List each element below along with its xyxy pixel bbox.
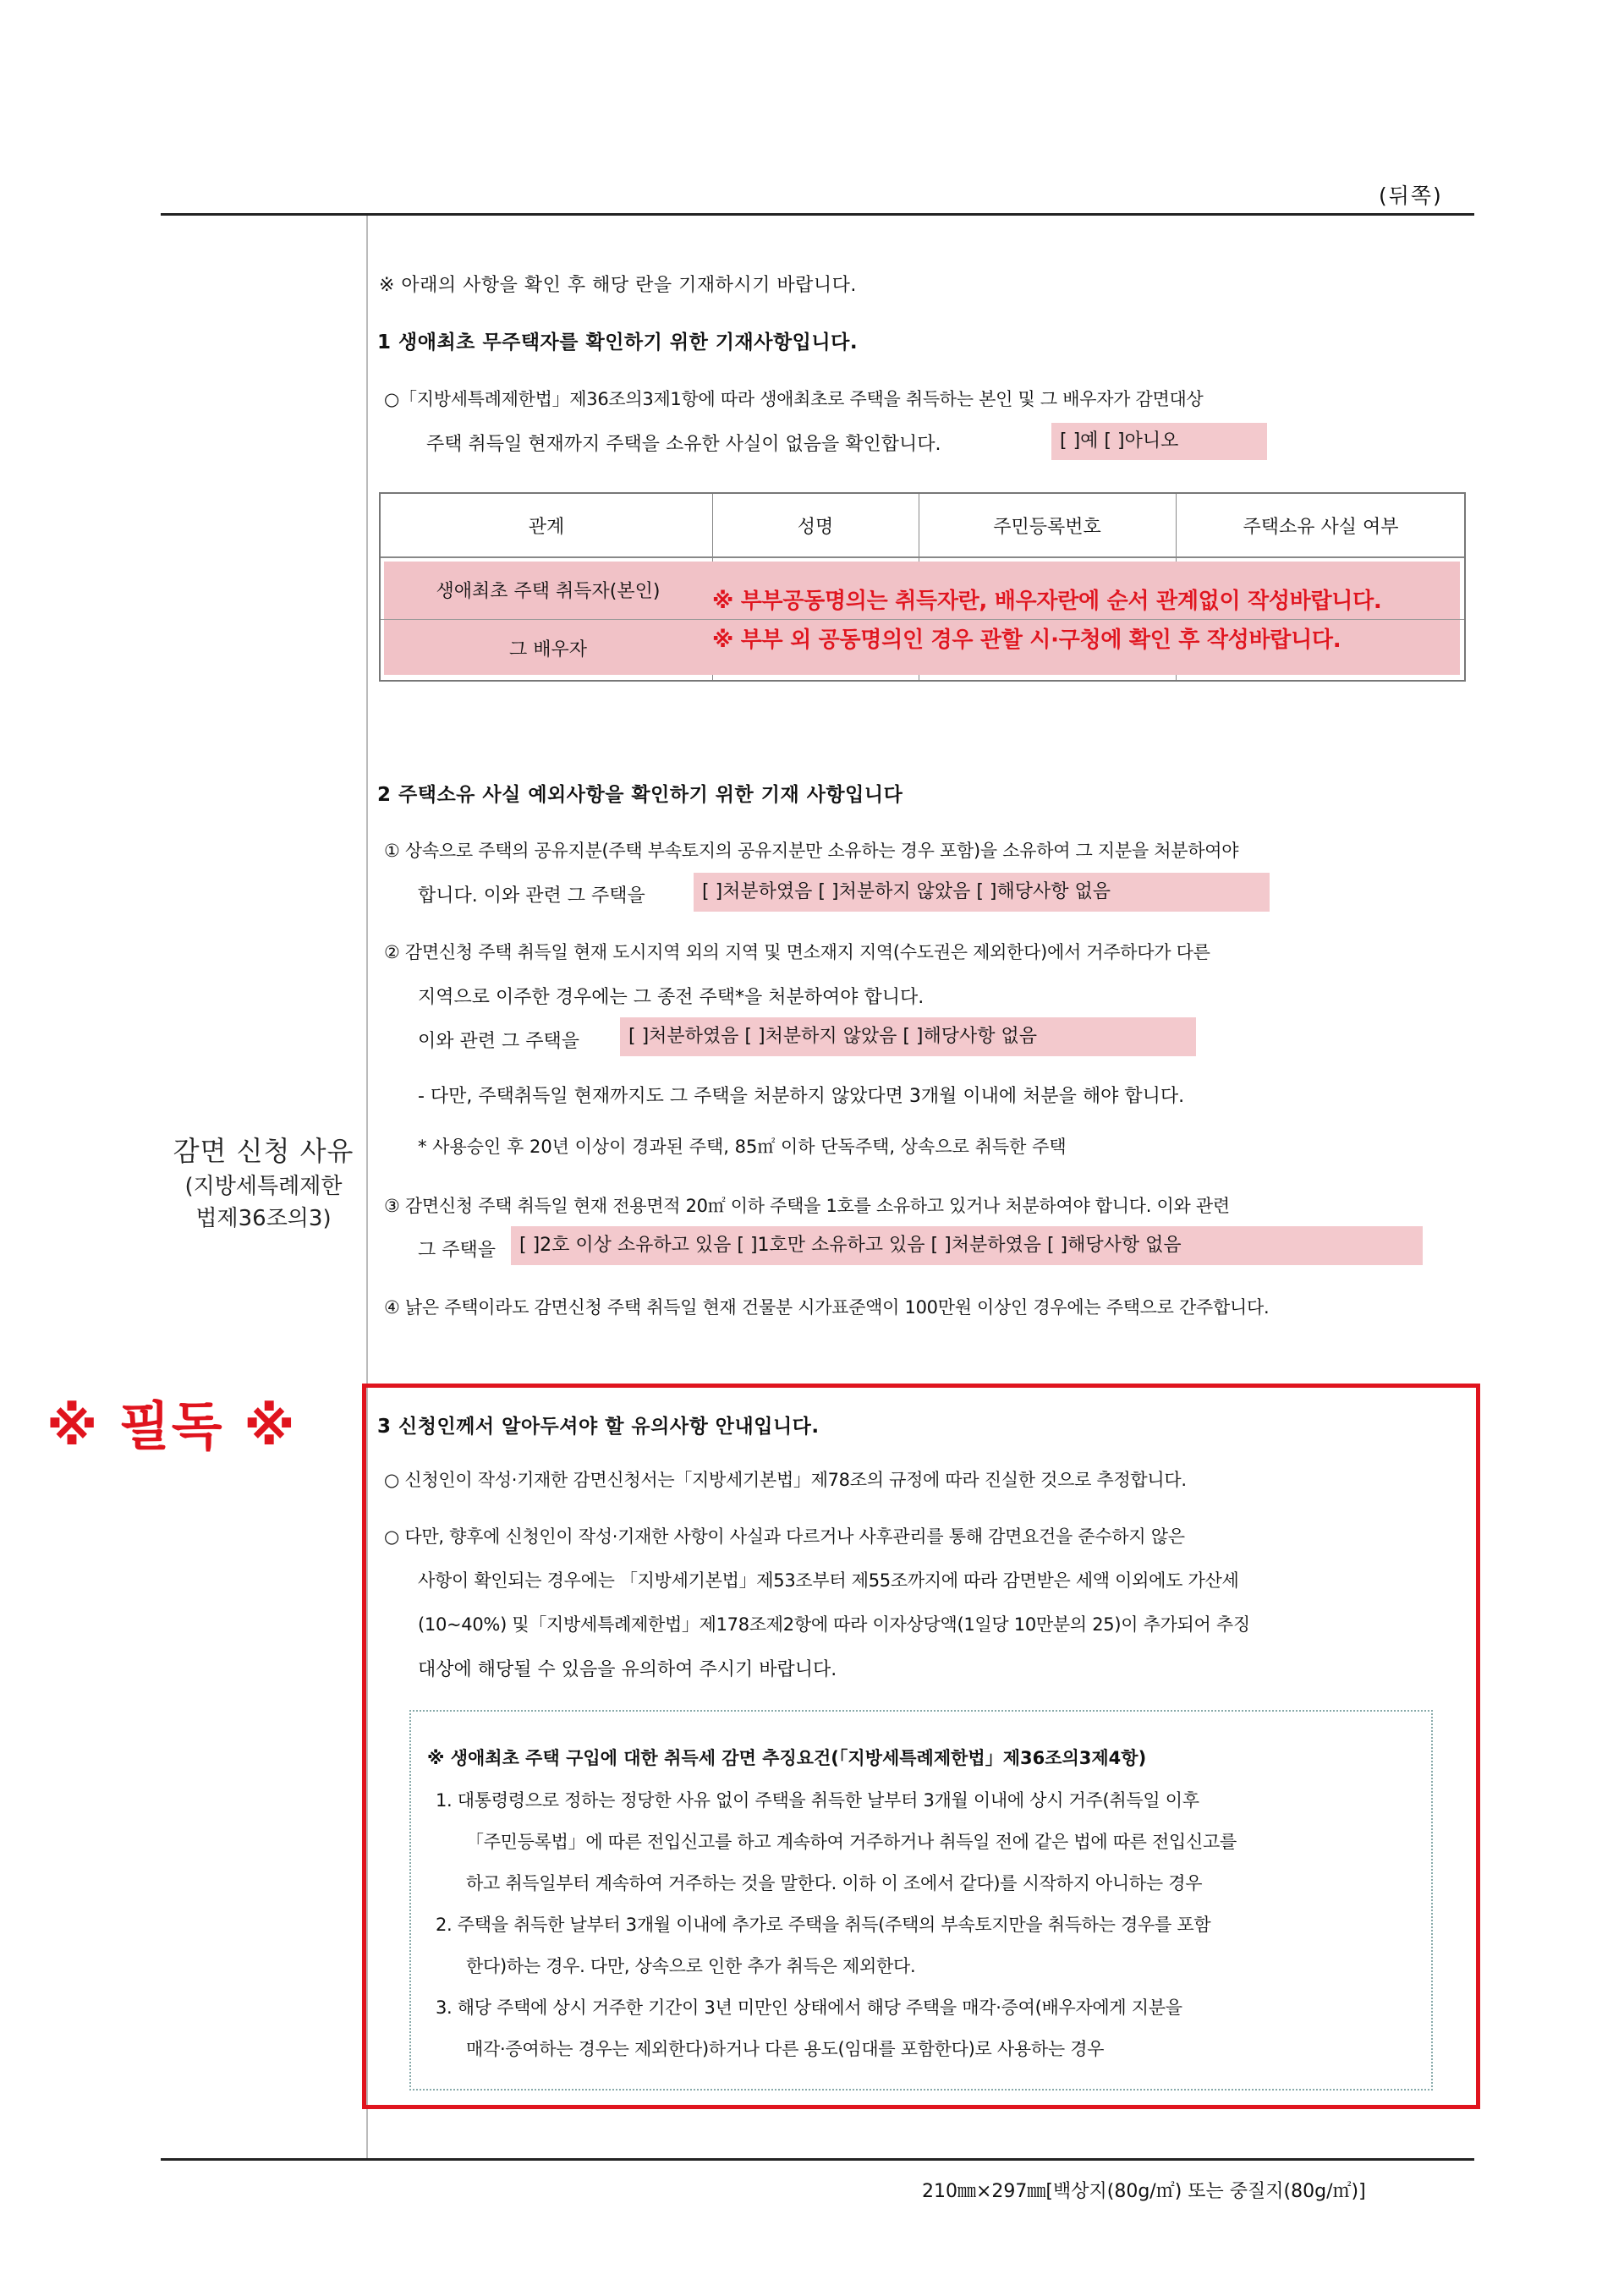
header-house-ownership: 주택소유 사실 여부 — [1243, 516, 1399, 538]
section1-line2: 주택 취득일 현재까지 주택을 소유한 사실이 없음을 확인합니다. — [426, 434, 941, 455]
joint-ownership-note: ※ 부부공동명의는 취득자란, 배우자란에 순서 관계없이 작성바랍니다. — [712, 589, 1382, 614]
recapture-item1-line1: 1. 대통령령으로 정하는 정당한 사유 없이 주택을 취득한 날부터 3개월 이내에 상시 거주(취득일 이후 — [436, 1790, 1199, 1811]
relationship-table — [379, 492, 1466, 682]
section1-line1: ○「지방세특례제한법」제36조의3제1항에 따라 생애최초로 주택을 취득하는 본인 및 그 배우자가 감면대상 — [384, 389, 1204, 409]
item1-line2: 합니다. 이와 관련 그 주택을 — [418, 885, 645, 907]
section1-heading: 1 생애최초 무주택자를 확인하기 위한 기재사항입니다. — [377, 332, 859, 353]
must-read-label: ※ 필독 ※ — [47, 1395, 297, 1457]
header-resident-number: 주민등록번호 — [993, 516, 1101, 538]
recapture-item1-line2: 「주민등록법」에 따른 전입신고를 하고 계속하여 거주하거나 취득일 전에 같은 법에 따른 전입신고를 — [466, 1832, 1237, 1852]
recapture-item2-line1: 2. 주택을 취득한 날부터 3개월 이내에 추가로 주택을 취득(주택의 부속토지만을 취득하는 경우를 포함 — [436, 1915, 1211, 1935]
recapture-item3-line1: 3. 해당 주택에 상시 거주한 기간이 3년 미만인 상태에서 해당 주택을 매각·증여(배우자에게 지분을 — [436, 1997, 1182, 2018]
bottom-rule — [161, 2158, 1474, 2161]
recapture-item1-line3: 하고 취득일부터 계속하여 거주하는 것을 말한다. 이하 이 조에서 같다)를 시작하지 아니하는 경우 — [466, 1873, 1203, 1893]
reduction-reason-subtitle-1: (지방세특례제한 — [184, 1174, 343, 1199]
paper-spec-footer: 210㎜×297㎜[백상지(80g/㎡) 또는 중질지(80g/㎡)] — [922, 2181, 1366, 2202]
section3-heading: 3 신청인께서 알아두셔야 할 유의사항 안내입니다. — [377, 1416, 820, 1438]
other-joint-ownership-note: ※ 부부 외 공동명의인 경우 관할 시·구청에 확인 후 작성바랍니다. — [712, 627, 1341, 653]
recapture-item3-line2: 매각·증여하는 경우는 제외한다)하거나 다른 용도(임대를 포함한다)로 사용하는 경우 — [466, 2039, 1105, 2059]
item2-star-note: * 사용승인 후 20년 이상이 경과된 주택, 85㎡ 이하 단독주택, 상속으로 취득한 주택 — [418, 1137, 1067, 1157]
reduction-reason-subtitle-2: 법제36조의3) — [195, 1206, 332, 1231]
recapture-item2-line2: 한다)하는 경우. 다만, 상속으로 인한 추가 취득은 제외한다. — [466, 1956, 916, 1976]
section3-paragraph2-line1: ○ 다만, 향후에 신청인이 작성·기재한 사항이 사실과 다르거나 사후관리를 통해 감면요건을 준수하지 않은 — [384, 1526, 1185, 1547]
top-rule — [161, 213, 1474, 216]
section3-paragraph1: ○ 신청인이 작성·기재한 감면신청서는「지방세기본법」제78조의 규정에 따라 진실한 것으로 추정합니다. — [384, 1470, 1187, 1490]
page-side-label: (뒤쪽) — [1379, 184, 1443, 208]
section3-paragraph2-line3: (10~40%) 및「지방세특례제한법」제178조제2항에 따라 이자상당액(1일당 10만분의 25)이 추가되어 추징 — [418, 1614, 1250, 1635]
row-label-spouse: 그 배우자 — [508, 638, 587, 660]
item2-disposal-choice[interactable]: [ ]처분하였음 [ ]처분하지 않았음 [ ]해당사항 없음 — [620, 1017, 1196, 1056]
section3-paragraph2-line2: 사항이 확인되는 경우에는 「지방세기본법」제53조부터 제55조까지에 따라 감면받은 세액 이외에도 가산세 — [418, 1570, 1239, 1591]
item1-line1: ① 상속으로 주택의 공유지분(주택 부속토지의 공유지분만 소유하는 경우 포함)을 소유하여 그 지분을 처분하여야 — [384, 841, 1239, 861]
section3-paragraph2-line4: 대상에 해당될 수 있음을 유의하여 주시기 바랍니다. — [418, 1659, 837, 1680]
homeless-yes-no-choice[interactable]: [ ]예 [ ]아니오 — [1051, 423, 1267, 460]
reduction-reason-title: 감면 신청 사유 — [173, 1135, 354, 1167]
item2-dash-note: - 다만, 주택취득일 현재까지도 그 주택을 처분하지 않았다면 3개월 이내에 처분을 해야 합니다. — [418, 1086, 1185, 1107]
reduction-reason-label — [161, 1130, 366, 1233]
item2-line2: 지역으로 이주한 경우에는 그 종전 주택*을 처분하여야 합니다. — [418, 987, 924, 1008]
item2-line1: ② 감면신청 주택 취득일 현재 도시지역 외의 지역 및 면소재지 지역(수도권은 제외한다)에서 거주하다가 다른 — [384, 942, 1210, 962]
header-name: 성명 — [797, 516, 834, 538]
section2-heading: 2 주택소유 사실 예외사항을 확인하기 위한 기재 사항입니다 — [377, 784, 903, 806]
item2-line3: 이와 관련 그 주택을 — [418, 1031, 579, 1052]
row-label-applicant: 생애최초 주택 취득자(본인) — [436, 580, 661, 602]
item3-line2: 그 주택을 — [418, 1240, 497, 1261]
recapture-box-title: ※ 생애최초 주택 구입에 대한 취득세 감면 추징요건(「지방세특례제한법」제36조의3제4항) — [427, 1748, 1147, 1768]
header-relation: 관계 — [528, 516, 565, 538]
item1-disposal-choice[interactable]: [ ]처분하였음 [ ]처분하지 않았음 [ ]해당사항 없음 — [694, 873, 1270, 912]
item3-line1: ③ 감면신청 주택 취득일 현재 전용면적 20㎡ 이하 주택을 1호를 소유하고 있거나 처분하여야 합니다. 이와 관련 — [384, 1196, 1230, 1216]
item4-line: ④ 낡은 주택이라도 감면신청 주택 취득일 현재 건물분 시가표준액이 100만원 이상인 경우에는 주택으로 간주합니다. — [384, 1297, 1270, 1318]
intro-note: ※ 아래의 사항을 확인 후 해당 란을 기재하시기 바랍니다. — [379, 275, 857, 296]
item3-ownership-choice[interactable]: [ ]2호 이상 소유하고 있음 [ ]1호만 소유하고 있음 [ ]처분하였음 [ ]해당사항 없음 — [511, 1226, 1423, 1265]
